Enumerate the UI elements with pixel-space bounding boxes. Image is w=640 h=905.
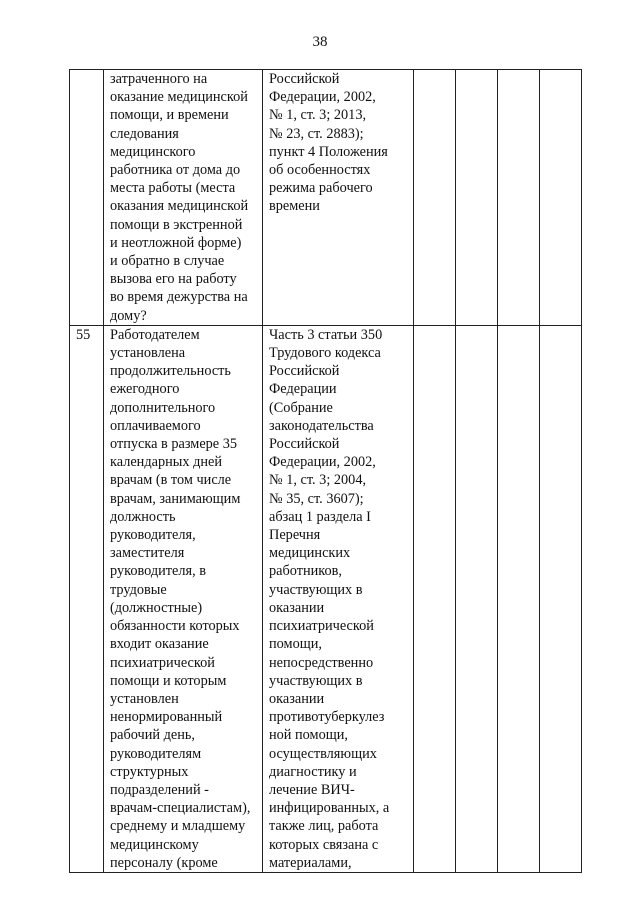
requirement-line: персоналу (кроме	[110, 854, 218, 871]
reference-cell	[263, 70, 414, 326]
reference-line: Часть 3 статьи 350	[269, 326, 383, 343]
requirement-line: и неотложной форме)	[110, 234, 242, 251]
reference-line: Российской	[269, 363, 340, 380]
requirement-line: затраченного на	[110, 71, 208, 87]
requirement-line: и обратно в случае	[110, 253, 225, 270]
reference-line: которых связана с	[269, 836, 379, 853]
reference-line: Федерации	[269, 381, 337, 398]
item-number-cell	[70, 70, 104, 326]
requirement-line: психиатрической	[110, 654, 215, 671]
reference-line: № 23, ст. 2883);	[269, 125, 364, 142]
requirement-line: Работодателем	[110, 326, 200, 343]
requirement-line: врачам, занимающим	[110, 490, 241, 507]
item-number-cell	[70, 325, 104, 872]
requirement-line: оказания медицинской	[110, 198, 249, 215]
reference-line: № 35, ст. 3607);	[269, 490, 364, 507]
requirement-line: отпуска в размере 35	[110, 436, 238, 453]
reference-cell	[263, 325, 414, 872]
reference-line: лечение ВИЧ-	[269, 781, 355, 798]
requirement-line: руководителя,	[110, 527, 196, 544]
reference-line: Трудового кодекса	[269, 345, 381, 362]
reference-line: помощи,	[269, 636, 322, 653]
reference-line: об особенностях	[269, 162, 371, 179]
requirement-line: медицинскому	[110, 836, 199, 853]
reference-line: материалами,	[269, 854, 352, 871]
reference-line: непосредственно	[269, 654, 374, 671]
requirement-line: ежегодного	[110, 381, 180, 398]
page-number: 38	[312, 34, 328, 50]
reference-line: № 1, ст. 3; 2013,	[269, 107, 367, 124]
requirement-line: заместителя	[110, 545, 185, 562]
empty-cell	[414, 70, 456, 326]
reference-line: (Собрание	[269, 399, 333, 416]
reference-line: Федерации, 2002,	[269, 89, 376, 106]
reference-line: противотуберкулез	[269, 709, 385, 726]
requirement-line: трудовые	[110, 581, 167, 598]
empty-cell	[456, 325, 498, 872]
reference-line: времени	[269, 198, 320, 215]
requirement-line: помощи, и времени	[110, 107, 229, 124]
table-row	[70, 325, 582, 872]
reference-line: оказании	[269, 599, 325, 616]
requirement-line: календарных дней	[110, 454, 223, 471]
requirement-line: структурных	[110, 763, 189, 780]
requirement-line: вызова его на работу	[110, 271, 237, 288]
reference-line: Российской	[269, 436, 340, 453]
requirement-line: во время дежурства на	[110, 289, 248, 306]
requirement-line: следования	[110, 125, 179, 142]
table-row	[70, 70, 582, 326]
requirement-line: работника от дома до	[110, 162, 241, 179]
reference-line: участвующих в	[269, 672, 363, 689]
reference-line: Федерации, 2002,	[269, 454, 376, 471]
requirement-line: дому?	[110, 307, 147, 324]
requirement-line: обязанности которых	[110, 618, 240, 635]
reference-line: психиатрической	[269, 618, 374, 635]
requirement-line: оплачиваемого	[110, 417, 201, 434]
requirement-line: помощи и которым	[110, 672, 227, 689]
empty-cell	[456, 70, 498, 326]
reference-line: ной помощи,	[269, 727, 348, 744]
requirement-cell	[104, 70, 263, 326]
requirement-line: оказание медицинской	[110, 89, 248, 106]
reference-line: законодательства	[269, 417, 374, 434]
requirement-line: дополнительного	[110, 399, 216, 416]
reference-line: оказании	[269, 690, 325, 707]
empty-cell	[540, 70, 582, 326]
requirement-line: установлен	[110, 690, 179, 707]
reference-line: осуществляющих	[269, 745, 377, 762]
requirement-line: рабочий день,	[110, 727, 195, 744]
reference-line: инфицированных, а	[269, 800, 390, 817]
item-number: 55	[76, 326, 91, 343]
requirement-line: ненормированный	[110, 709, 223, 726]
reference-line: также лиц, работа	[269, 818, 379, 835]
reference-line: участвующих в	[269, 581, 363, 598]
requirement-line: медицинского	[110, 143, 196, 160]
empty-cell	[498, 70, 540, 326]
reference-line: пункт 4 Положения	[269, 143, 388, 160]
requirement-line: места работы (места	[110, 180, 236, 197]
requirement-line: должность	[110, 508, 176, 525]
requirement-line: врачам (в том числе	[110, 472, 232, 489]
requirement-line: (должностные)	[110, 599, 203, 616]
empty-cell	[540, 325, 582, 872]
reference-line: № 1, ст. 3; 2004,	[269, 472, 367, 489]
requirement-line: подразделений -	[110, 781, 209, 798]
reference-line: диагностику и	[269, 763, 357, 780]
reference-line: Перечня	[269, 527, 321, 544]
reference-line: Российской	[269, 71, 340, 87]
requirement-line: установлена	[110, 345, 186, 362]
requirement-line: входит оказание	[110, 636, 209, 653]
requirement-line: среднему и младшему	[110, 818, 246, 835]
reference-line: медицинских	[269, 545, 351, 562]
empty-cell	[498, 325, 540, 872]
checklist-table	[69, 69, 582, 873]
requirement-line: руководителям	[110, 745, 202, 762]
reference-line: работников,	[269, 563, 342, 580]
empty-cell	[414, 325, 456, 872]
reference-line: абзац 1 раздела I	[269, 508, 371, 525]
requirement-cell	[104, 325, 263, 872]
requirement-line: продолжительность	[110, 363, 231, 380]
reference-line: режима рабочего	[269, 180, 373, 197]
requirement-line: руководителя, в	[110, 563, 206, 580]
requirement-line: помощи в экстренной	[110, 216, 243, 233]
requirement-line: врачам-специалистам),	[110, 800, 251, 817]
